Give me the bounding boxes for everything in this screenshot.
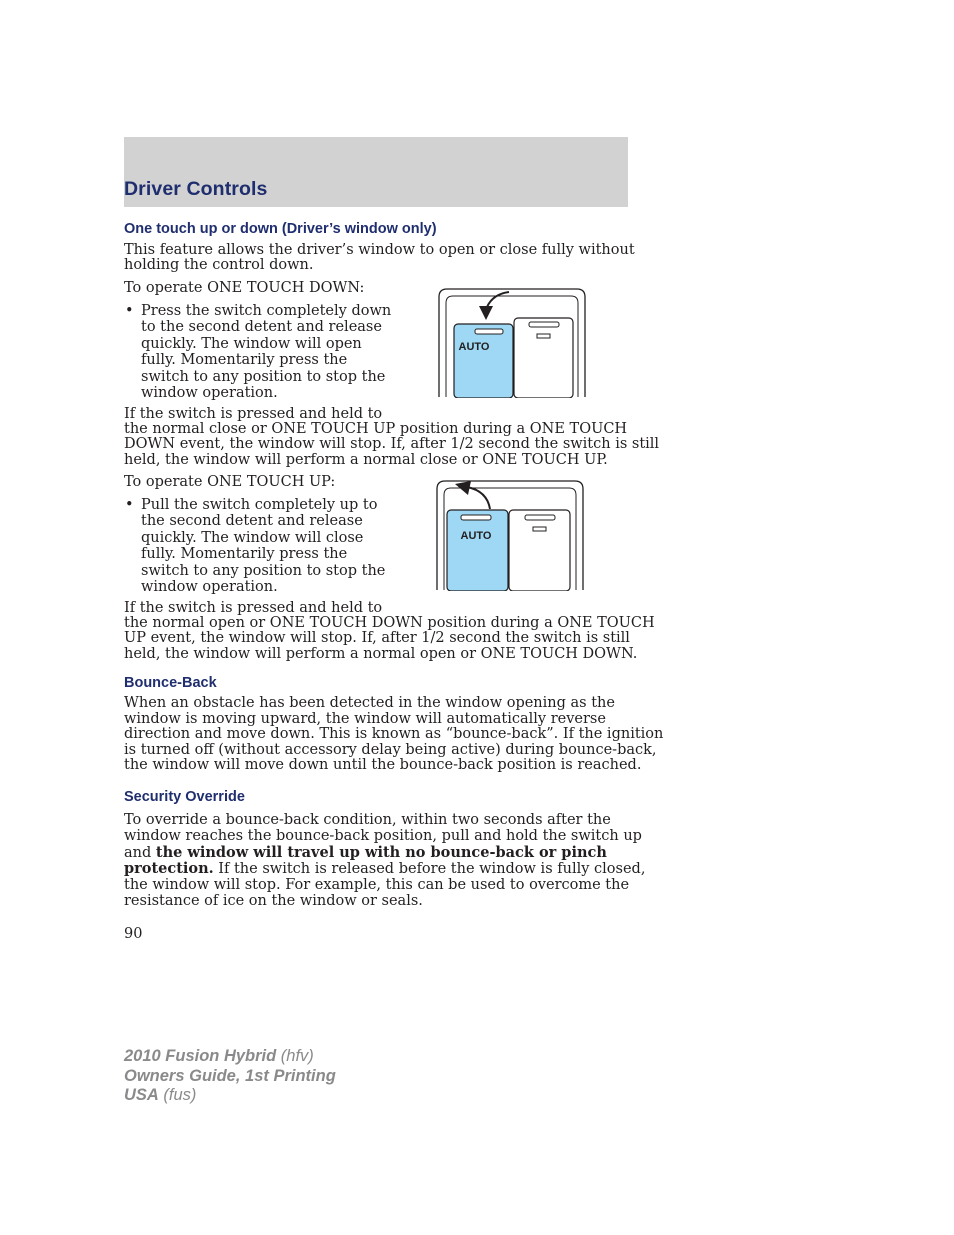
paragraph-line: held, the window will perform a normal open or ONE TOUCH DOWN. (124, 645, 638, 662)
down-held-paragraph (124, 406, 660, 468)
emphasis-text: the window will travel up with no bounce-back or pinch (155, 843, 607, 861)
paragraph-line: DOWN event, the window will stop. If, after 1/2 second the switch is still (124, 436, 660, 453)
emphasis-text: protection. (124, 859, 214, 877)
one-touch-up-bullet (124, 497, 394, 595)
footer-text: (fus) (158, 1086, 197, 1104)
paragraph-line: the window will move down until the bounce-back position is reached. (124, 757, 642, 774)
paragraph-line: the normal open or ONE TOUCH DOWN position during a ONE TOUCH (124, 615, 655, 632)
section-header-band (124, 137, 628, 207)
intro-line: This feature allows the driver’s window to open or close fully without (124, 242, 635, 258)
up-held-paragraph (124, 600, 655, 662)
paragraph-line: When an obstacle has been detected in the window opening as the (124, 695, 615, 711)
bullet-dot: • (125, 303, 134, 319)
footer-edition-info (124, 1047, 336, 1106)
one-touch-down-bullet (124, 303, 394, 401)
paragraph-line: window is moving upward, the window will automatically reverse (124, 710, 606, 727)
footer-text: Owners Guide, 1st Printing (124, 1066, 336, 1085)
heading-security-override: Security Override (124, 789, 245, 805)
bullet-text: Pull the switch completely up to the second detent and release quickly. The window will close fully. Momentarily press the switch to any position to stop the window operation. (141, 497, 386, 596)
paragraph-line: To override a bounce-back condition, within two seconds after the (124, 812, 611, 828)
bullet-text: Press the switch completely down to the second detent and release quickly. The window will open fully. Momentarily press the switch to any position to stop the window operation. (141, 303, 392, 402)
paragraph-line: resistance of ice on the window or seals. (124, 893, 423, 910)
auto-label: AUTO (458, 341, 490, 353)
intro-paragraph (124, 242, 635, 274)
bullet-dot: • (125, 497, 134, 513)
paragraph-line: is turned off (without accessory delay being active) during bounce-back, (124, 741, 657, 758)
page-number: 90 (124, 926, 143, 942)
paragraph-line: direction and move down. This is known as “bounce-back”. If the ignition (124, 726, 664, 743)
paragraph-line: If the switch is pressed and held to (124, 600, 383, 616)
one-touch-up-switch-illustration (435, 479, 585, 591)
paragraph-line: If the switch is pressed and held to (124, 406, 383, 422)
paragraph-text: and (124, 844, 156, 861)
page-title: Driver Controls (124, 178, 268, 200)
heading-bounce-back: Bounce-Back (124, 675, 217, 691)
heading-one-touch: One touch up or down (Driver’s window only) (124, 221, 437, 237)
up-arrow-icon (467, 487, 490, 509)
down-arrow-icon (487, 292, 509, 307)
paragraph-line: the normal close or ONE TOUCH UP position during a ONE TOUCH (124, 421, 628, 438)
paragraph-text: If the switch is released before the window is fully closed, (213, 860, 646, 877)
bounce-back-paragraph (124, 695, 664, 774)
security-override-paragraph (124, 812, 646, 910)
footer-text: USA (124, 1086, 159, 1104)
paragraph-line: held, the window will perform a normal close or ONE TOUCH UP. (124, 451, 608, 468)
one-touch-down-switch-illustration (437, 287, 587, 398)
footer-text: 2010 Fusion Hybrid (124, 1047, 277, 1065)
paragraph-line: window reaches the bounce-back position, pull and hold the switch up (124, 828, 642, 845)
paragraph-line: the window will stop. For example, this can be used to overcome the (124, 877, 630, 894)
auto-label: AUTO (460, 530, 492, 542)
one-touch-down-label: To operate ONE TOUCH DOWN: (124, 280, 365, 296)
one-touch-up-label: To operate ONE TOUCH UP: (124, 474, 336, 490)
paragraph-line: UP event, the window will stop. If, after 1/2 second the switch is still (124, 630, 630, 647)
footer-text: (hfv) (276, 1047, 314, 1065)
intro-line: holding the control down. (124, 257, 314, 274)
